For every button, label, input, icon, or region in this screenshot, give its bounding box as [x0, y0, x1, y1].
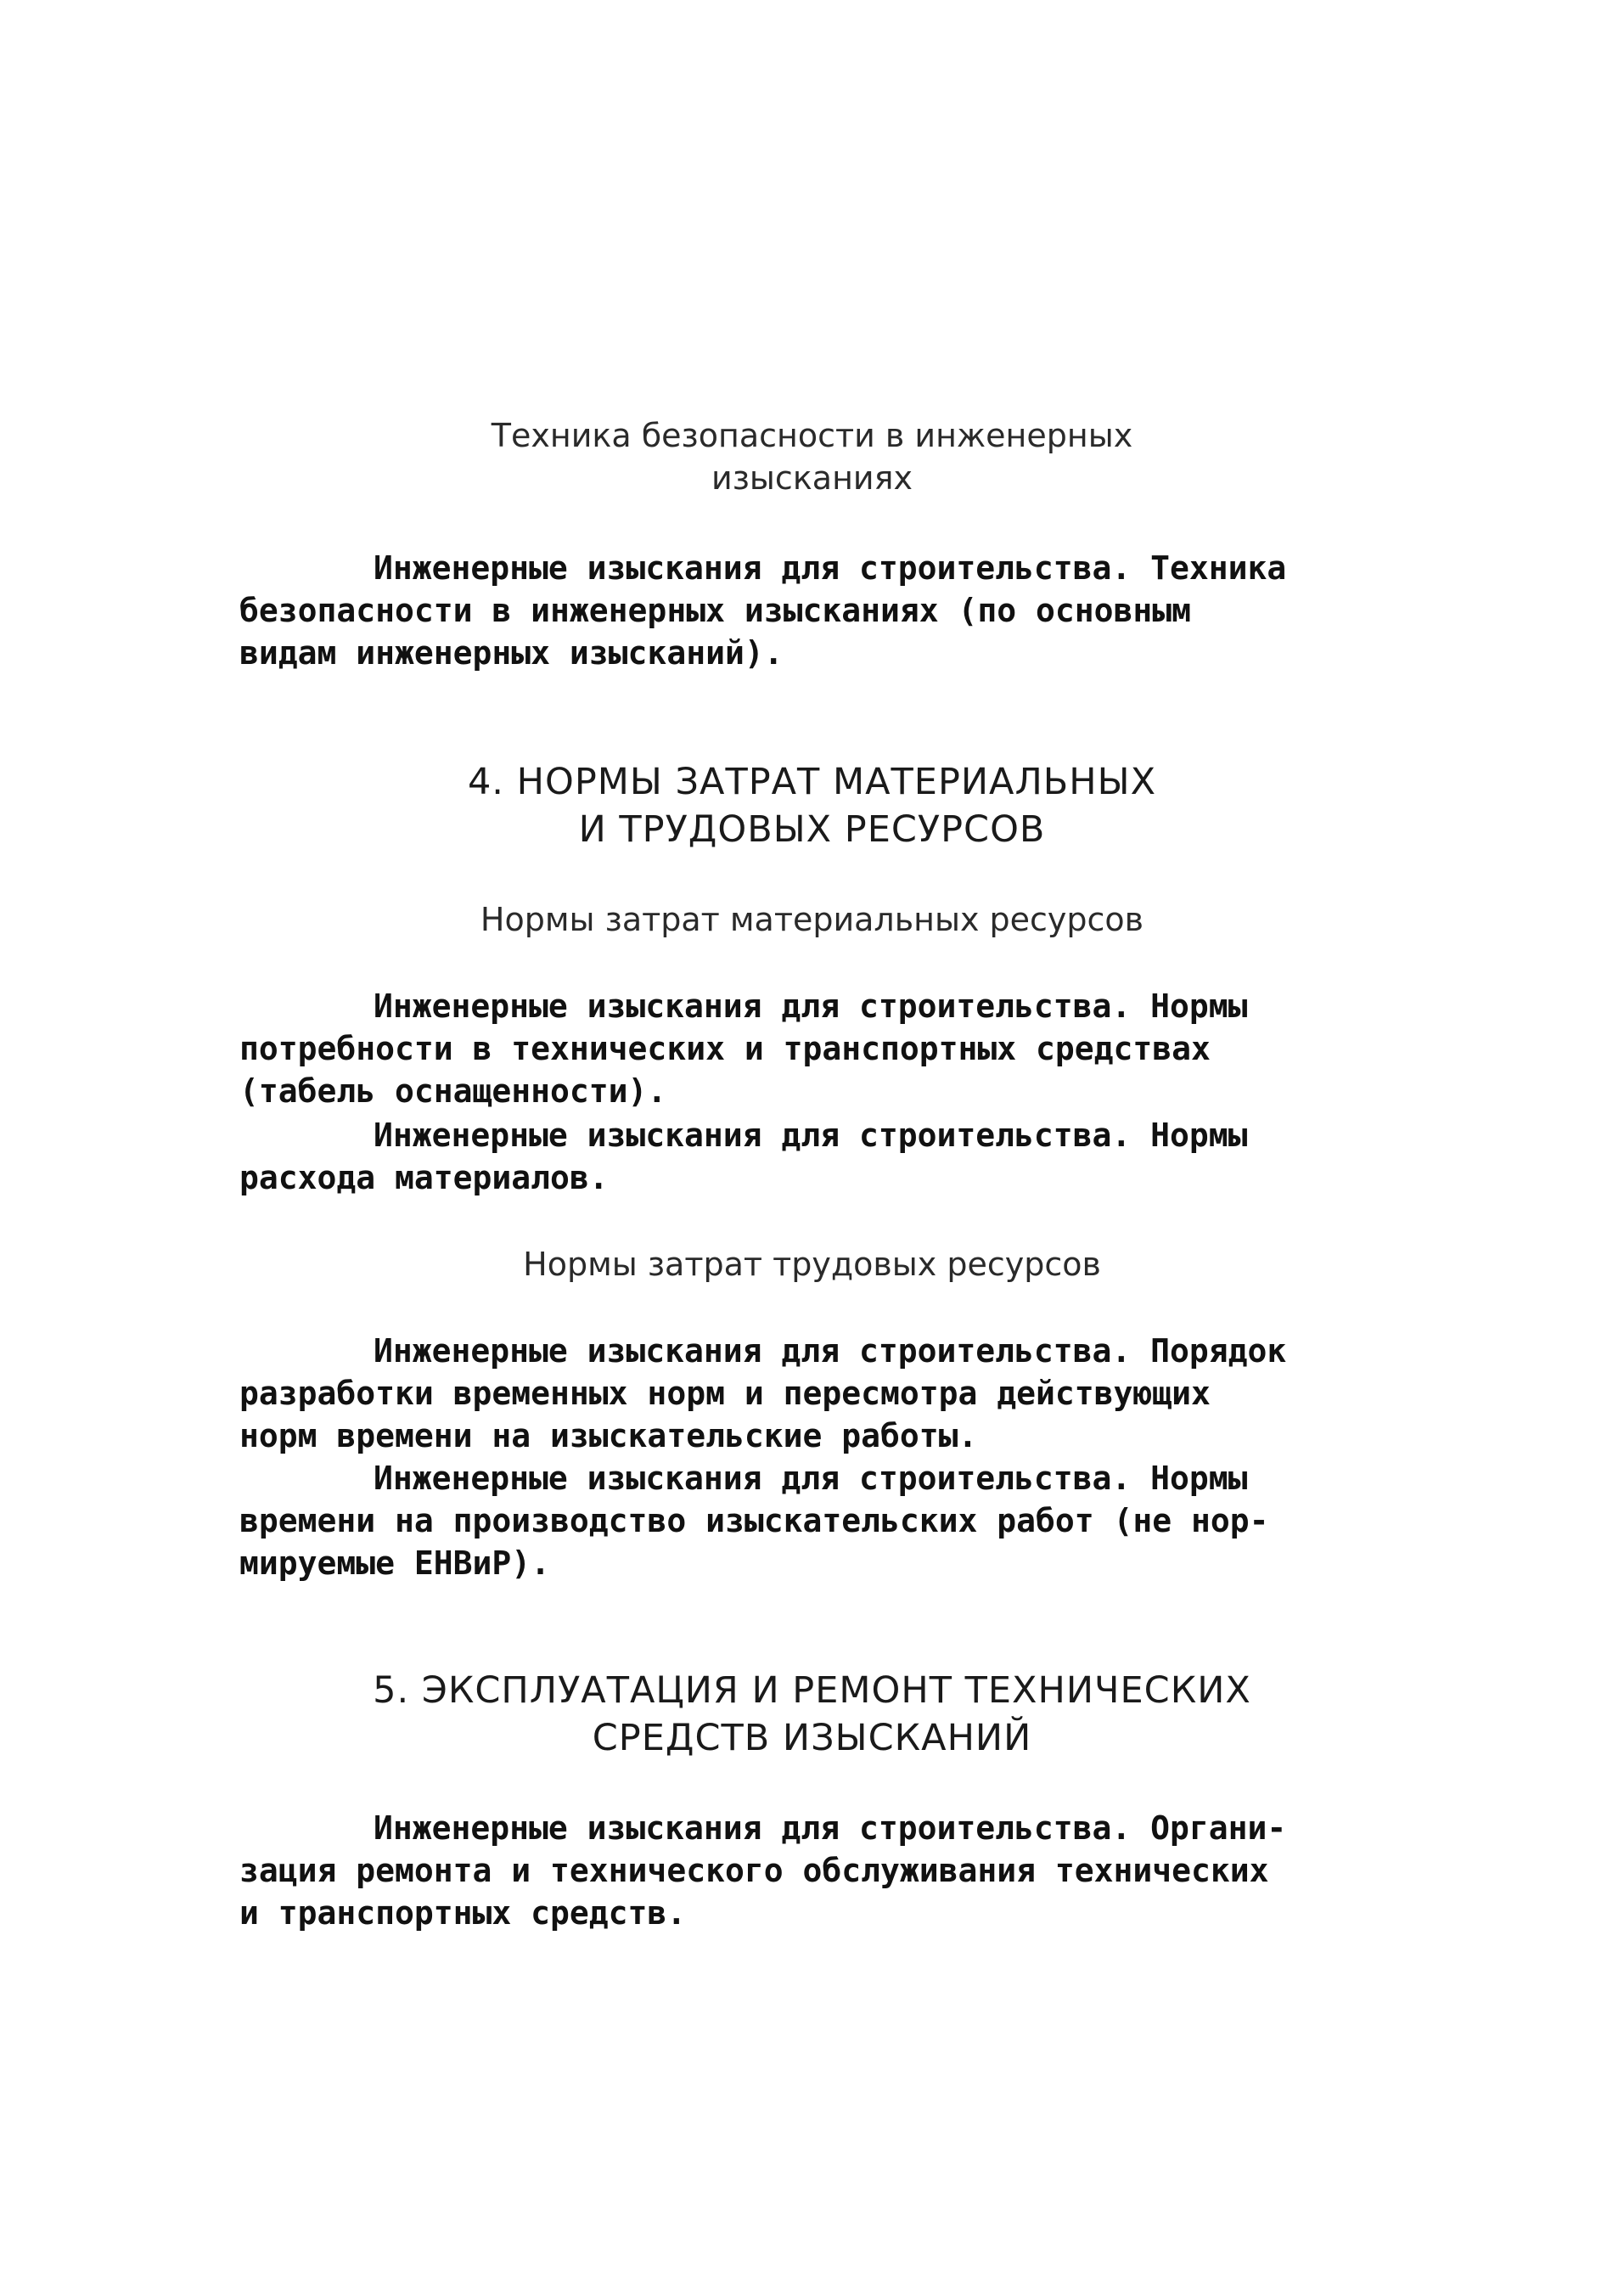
section5-para1-line3: и транспортных средств.	[239, 1894, 687, 1932]
material-norms-2-line2: расхода материалов.	[239, 1159, 609, 1196]
labor-norms-2-line2: времени на производство изыскательских работ (не нор-	[239, 1502, 1269, 1539]
labor-norms-1-line1: Инженерные изыскания для строительства. Порядок	[374, 1332, 1287, 1370]
section4-heading-line1: 4. НОРМЫ ЗАТРАТ МАТЕРИАЛЬНЫХ	[467, 761, 1157, 803]
safety-para1-line3: видам инженерных изысканий).	[239, 634, 784, 672]
material-resources-subheading: Нормы затрат материальных ресурсов	[480, 901, 1144, 938]
material-norms-1-line2: потребности в технических и транспортных средствах	[239, 1030, 1211, 1067]
section5-para1-line1: Инженерные изыскания для строительства. Органи-	[374, 1809, 1287, 1847]
labor-norms-2-line3: мируемые ЕНВиР).	[239, 1544, 551, 1582]
labor-norms-1-line2: разработки временных норм и пересмотра действующих	[239, 1375, 1211, 1412]
labor-norms-1-line3: норм времени на изыскательские работы.	[239, 1417, 978, 1454]
material-norms-1-line1: Инженерные изыскания для строительства. Нормы	[374, 987, 1248, 1025]
labor-norms-2-line1: Инженерные изыскания для строительства. Нормы	[374, 1460, 1248, 1497]
labor-resources-subheading: Нормы затрат трудовых ресурсов	[523, 1246, 1101, 1283]
safety-para1-line2: безопасности в инженерных изысканиях (по основным	[239, 592, 1192, 629]
material-norms-2-line1: Инженерные изыскания для строительства. Нормы	[374, 1117, 1248, 1154]
safety-para1-line1: Инженерные изыскания для строительства. Техника	[374, 549, 1287, 587]
section5-heading-line1: 5. ЭКСПЛУАТАЦИЯ И РЕМОНТ ТЕХНИЧЕСКИХ	[373, 1669, 1251, 1712]
section5-para1-line2: зация ремонта и технического обслуживания технических	[239, 1852, 1269, 1889]
section5-heading-line2: СРЕДСТВ ИЗЫСКАНИЙ	[592, 1717, 1032, 1759]
section4-heading-line2: И ТРУДОВЫХ РЕСУРСОВ	[578, 808, 1046, 851]
material-norms-1-line3: (табель оснащенности).	[239, 1072, 667, 1110]
safety-title-line1: Техника безопасности в инженерных	[491, 417, 1133, 454]
safety-title-line2: изысканиях	[711, 459, 913, 497]
